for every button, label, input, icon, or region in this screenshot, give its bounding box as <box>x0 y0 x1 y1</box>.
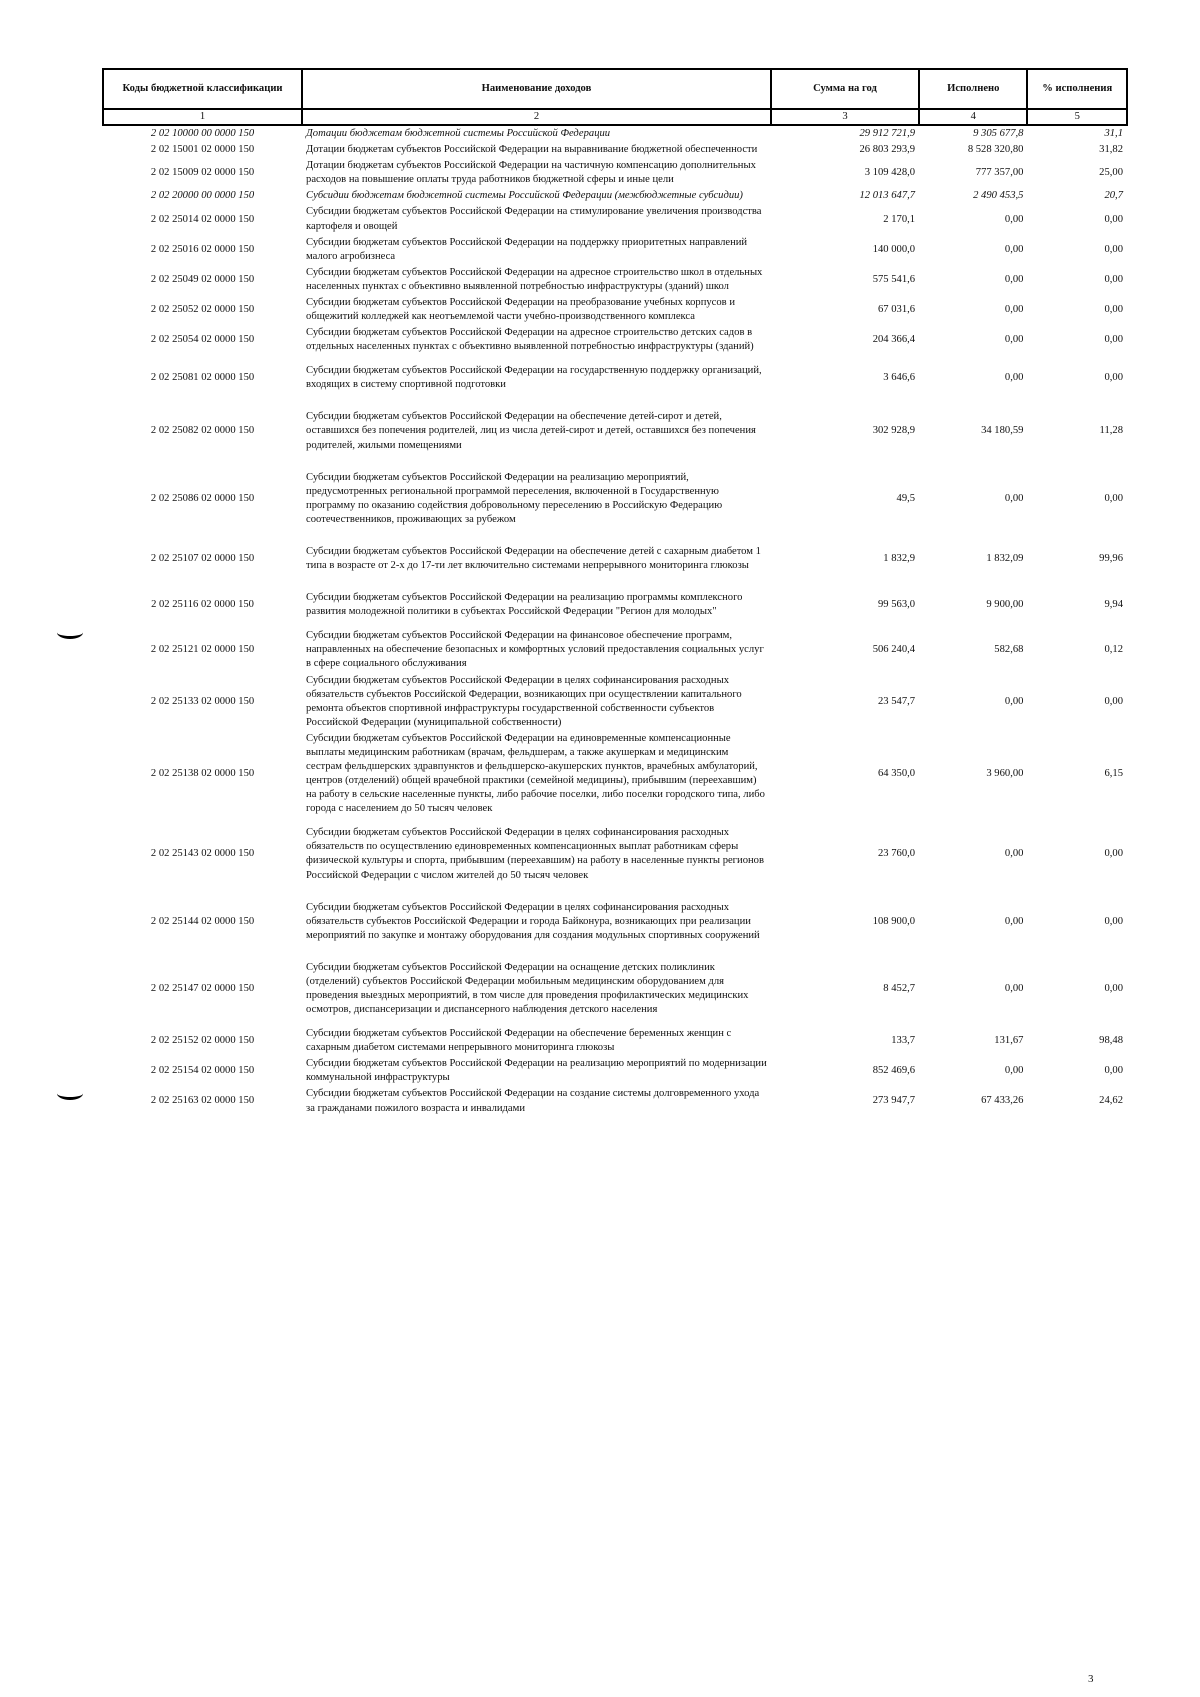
table-row <box>103 731 1127 817</box>
row-code: 2 02 25154 02 0000 150 <box>150 1065 255 1077</box>
row-name: Субсидии бюджетам субъектов Российской Федерации на государственную поддержку организаций, входящих в систему спортивной подготовки <box>306 365 762 391</box>
row-plan: 99 563,0 <box>878 599 916 611</box>
table-row <box>103 582 1127 628</box>
row-percent: 0,00 <box>1104 492 1123 504</box>
row-code: 2 02 25081 02 0000 150 <box>150 372 255 384</box>
row-name: Субсидии бюджетам субъектов Российской Федерации в целях софинансирования расходных обязательств субъектов Российской Федерации и города Байконура, возникающих при реализации мероприятий по закупке и монтажу оборудования для создания модульных спортивных сооружений <box>306 901 760 941</box>
row-code: 2 02 20000 00 0000 150 <box>150 190 255 202</box>
row-name: Субсидии бюджетам субъектов Российской Федерации в целях софинансирования расходных обязательств субъектов Российской Федерации, возникающих при осуществлении капитального ремонта объектов спортивной инфраструктуры государственной собственности субъектов Российской Федерации (муниципальной собственности) <box>306 674 742 728</box>
column-number-4: 4 <box>919 109 1027 125</box>
row-percent: 0,00 <box>1104 213 1123 225</box>
scan-artifact-mark <box>57 1087 83 1100</box>
row-name: Субсидии бюджетам субъектов Российской Федерации на единовременные компенсационные выплаты медицинским работникам (врачам, фельдшерам, а также акушеркам и медицинским сестрам фельдшерских здравпунктов и фельдшерско-акушерских пунктов, врачебных амбулаторий, центров (отделений) общей врачебной практики (семейной медицины), прибывшим (переехавшим) на работу в сельские населенные пункты, либо рабочие поселки, либо поселки городского типа, либо города с населением до 50 тысяч человек <box>306 732 765 815</box>
row-plan: 64 350,0 <box>878 768 916 779</box>
row-percent: 0,12 <box>1104 644 1123 656</box>
table-row <box>103 817 1127 891</box>
row-code: 2 02 25116 02 0000 150 <box>151 599 254 611</box>
row-executed: 0,00 <box>1004 1065 1024 1077</box>
row-plan: 67 031,6 <box>878 303 916 315</box>
row-name: Субсидии бюджетам субъектов Российской Федерации на стимулирование увеличения производства картофеля и овощей <box>306 206 762 232</box>
row-percent: 0,00 <box>1104 695 1123 707</box>
table-row <box>103 536 1127 582</box>
column-number-2: 2 <box>302 109 771 125</box>
row-plan: 108 900,0 <box>872 915 916 927</box>
row-plan: 8 452,7 <box>883 982 916 994</box>
row-code: 2 02 15009 02 0000 150 <box>150 167 255 179</box>
row-code: 2 02 25147 02 0000 150 <box>150 982 255 994</box>
row-name: Субсидии бюджетам субъектов Российской Федерации на адресное строительство школ в отдельных населенных пунктах с объективно выявленной потребностью инфраструктуры (зданий) школ <box>306 266 763 292</box>
row-plan: 23 547,7 <box>878 695 916 707</box>
table-row <box>103 1026 1127 1056</box>
row-percent: 11,28 <box>1099 425 1123 437</box>
row-percent: 0,00 <box>1104 915 1123 927</box>
row-plan: 49,5 <box>896 492 916 504</box>
row-code: 2 02 25121 02 0000 150 <box>150 644 255 656</box>
row-code: 2 02 25086 02 0000 150 <box>150 492 255 504</box>
row-percent: 0,00 <box>1104 243 1123 255</box>
row-plan: 29 912 721,9 <box>859 128 916 140</box>
table-row <box>103 462 1127 536</box>
table-header-row <box>103 69 1127 109</box>
row-name: Субсидии бюджетам субъектов Российской Федерации на оснащение детских поликлиник (отделений) субъектов Российской Федерации мобильным медицинским оборудованием для проведения выездных мероприятий, в том числе для проведения профилактических медицинских осмотров, диспансеризации и диспансерного наблюдения детского населения <box>306 961 749 1016</box>
row-executed: 0,00 <box>1004 213 1024 225</box>
table-row <box>103 1056 1127 1086</box>
page-number: 3 <box>1088 1673 1094 1685</box>
row-name: Субсидии бюджетам субъектов Российской Федерации на обеспечение беременных женщин с сахарным диабетом системами непрерывного мониторинга глюкозы <box>306 1028 732 1054</box>
row-name: Субсидии бюджетам субъектов Российской Федерации на реализацию мероприятий, предусмотренных региональной программой переселения, включенной в Государственную программу по оказанию содействия добровольному переселению в Российскую Федерацию соотечественников, проживающих за рубежом <box>306 471 723 525</box>
row-percent: 0,00 <box>1104 848 1123 860</box>
header-percent: % исполнения <box>1027 69 1127 109</box>
header-name: Наименование доходов <box>302 69 771 109</box>
row-code: 2 02 25138 02 0000 150 <box>150 768 255 779</box>
row-code: 2 02 25163 02 0000 150 <box>150 1095 255 1107</box>
row-percent: 31,82 <box>1099 144 1123 156</box>
row-executed: 9 900,00 <box>986 599 1024 611</box>
row-executed: 2 490 453,5 <box>973 190 1024 202</box>
row-executed: 777 357,00 <box>975 167 1024 179</box>
table-row <box>103 235 1127 265</box>
row-executed: 67 433,26 <box>981 1095 1024 1107</box>
row-code: 2 02 25082 02 0000 150 <box>150 425 255 437</box>
row-code: 2 02 25049 02 0000 150 <box>150 273 255 285</box>
row-executed: 0,00 <box>1004 303 1024 315</box>
row-code: 2 02 25152 02 0000 150 <box>150 1035 255 1047</box>
table-row <box>103 401 1127 461</box>
row-percent: 0,00 <box>1104 1065 1123 1077</box>
row-code: 2 02 25133 02 0000 150 <box>150 695 255 707</box>
row-executed: 582,68 <box>994 644 1024 656</box>
row-executed: 0,00 <box>1004 372 1024 384</box>
row-plan: 506 240,4 <box>872 644 916 656</box>
column-number-3: 3 <box>771 109 919 125</box>
table-row <box>103 892 1127 952</box>
row-plan: 2 170,1 <box>883 213 916 225</box>
row-code: 2 02 25107 02 0000 150 <box>150 552 255 564</box>
row-plan: 133,7 <box>891 1035 916 1047</box>
row-plan: 1 832,9 <box>883 552 916 564</box>
row-code: 2 02 10000 00 0000 150 <box>150 128 255 140</box>
row-plan: 3 109 428,0 <box>864 167 916 179</box>
table-row <box>103 295 1127 325</box>
row-code: 2 02 25054 02 0000 150 <box>150 334 255 346</box>
row-executed: 3 960,00 <box>986 768 1024 779</box>
row-percent: 31,1 <box>1104 128 1123 140</box>
row-name: Субсидии бюджетам субъектов Российской Федерации на создание системы долговременного ухода за гражданами пожилого возраста и инвалидами <box>306 1088 760 1114</box>
row-plan: 273 947,7 <box>872 1095 916 1107</box>
row-percent: 0,00 <box>1104 982 1123 994</box>
row-percent: 24,62 <box>1099 1095 1123 1107</box>
table-row <box>103 628 1127 672</box>
row-name: Субсидии бюджетам субъектов Российской Федерации в целях софинансирования расходных обязательств по осуществлению единовременных компенсационных выплат работникам сферы физической культуры и спорта, прибывшим (переехавшим) на работу в населенные пункты регионов Российской Федерации с числом жителей до 50 тысяч человек <box>306 827 764 881</box>
row-executed: 131,67 <box>994 1035 1024 1047</box>
row-percent: 25,00 <box>1099 167 1123 179</box>
row-percent: 0,00 <box>1104 303 1123 315</box>
row-executed: 8 528 320,80 <box>967 144 1024 156</box>
row-code: 2 02 25014 02 0000 150 <box>150 213 255 225</box>
row-percent: 0,00 <box>1104 273 1123 285</box>
row-executed: 9 305 677,8 <box>973 128 1024 140</box>
row-plan: 302 928,9 <box>872 425 916 437</box>
row-name: Субсидии бюджетам субъектов Российской Федерации на поддержку приоритетных направлений малого агробизнеса <box>306 236 748 262</box>
row-code: 2 02 15001 02 0000 150 <box>150 144 255 156</box>
row-executed: 0,00 <box>1004 334 1024 346</box>
row-name: Субсидии бюджетам субъектов Российской Федерации на реализацию мероприятий по модернизации коммунальной инфраструктуры <box>306 1058 767 1084</box>
row-executed: 0,00 <box>1004 982 1024 994</box>
row-executed: 0,00 <box>1004 915 1024 927</box>
row-name: Дотации бюджетам субъектов Российской Федерации на выравнивание бюджетной обеспеченности <box>306 144 758 156</box>
row-name: Субсидии бюджетам субъектов Российской Федерации на преобразование учебных корпусов и общежитий колледжей как неотъемлемой части учебно-производственного комплекса <box>306 296 735 323</box>
header-executed: Исполнено <box>919 69 1027 109</box>
column-number-1: 1 <box>103 109 302 125</box>
header-codes: Коды бюджетной классификации <box>103 69 302 109</box>
revenue-table <box>102 68 1128 1117</box>
row-percent: 98,48 <box>1099 1035 1123 1047</box>
table-row <box>103 125 1127 142</box>
row-percent: 6,15 <box>1104 768 1123 779</box>
row-percent: 0,00 <box>1104 334 1123 346</box>
row-executed: 34 180,59 <box>981 425 1024 437</box>
row-plan: 26 803 293,9 <box>859 144 916 156</box>
row-plan: 23 760,0 <box>878 848 916 860</box>
table-row <box>103 325 1127 355</box>
table-row <box>103 188 1127 204</box>
table-row <box>103 158 1127 188</box>
row-code: 2 02 25016 02 0000 150 <box>150 243 255 255</box>
row-plan: 204 366,4 <box>872 334 916 346</box>
row-percent: 99,96 <box>1099 552 1123 564</box>
row-plan: 575 541,6 <box>872 273 916 285</box>
column-number-5: 5 <box>1027 109 1127 125</box>
table-column-numbers-row <box>103 109 1127 125</box>
table-row <box>103 265 1127 295</box>
table-row <box>103 355 1127 401</box>
row-percent: 20,7 <box>1104 190 1123 202</box>
row-executed: 1 832,09 <box>986 552 1024 564</box>
row-name: Субсидии бюджетам бюджетной системы Российской Федерации (межбюджетные субсидии) <box>306 190 743 202</box>
row-executed: 0,00 <box>1004 273 1024 285</box>
table-row <box>103 952 1127 1026</box>
row-code: 2 02 25144 02 0000 150 <box>150 915 255 927</box>
scan-artifact-mark <box>57 626 83 639</box>
row-code: 2 02 25052 02 0000 150 <box>150 303 255 315</box>
table-row <box>103 673 1127 731</box>
header-annual-sum: Сумма на год <box>771 69 919 109</box>
row-percent: 0,00 <box>1104 372 1123 384</box>
row-name: Субсидии бюджетам субъектов Российской Федерации на финансовое обеспечение программ, направленных на обеспечение безопасных и комфортных условий предоставления социальных услуг в сфере социального обслуживания <box>306 630 764 670</box>
row-executed: 0,00 <box>1004 492 1024 504</box>
row-plan: 852 469,6 <box>872 1065 916 1077</box>
row-name: Субсидии бюджетам субъектов Российской Федерации на обеспечение детей-сирот и детей, оставшихся без попечения родителей, лиц из числа детей-сирот и детей, оставшихся без попечения родителей, жилыми помещениями <box>306 411 756 451</box>
row-percent: 9,94 <box>1104 599 1123 611</box>
row-plan: 12 013 647,7 <box>859 190 916 202</box>
row-name: Субсидии бюджетам субъектов Российской Федерации на реализацию программы комплексного развития молодежной политики в субъектах Российской Федерации "Регион для молодых" <box>306 592 743 618</box>
row-name: Дотации бюджетам субъектов Российской Федерации на частичную компенсацию дополнительных расходов на повышение оплаты труда работников бюджетной сферы и иные цели <box>306 160 756 186</box>
table-row <box>103 1086 1127 1116</box>
row-executed: 0,00 <box>1004 243 1024 255</box>
row-name: Дотации бюджетам бюджетной системы Российской Федерации <box>306 128 611 140</box>
table-row <box>103 204 1127 234</box>
table-row <box>103 142 1127 158</box>
row-name: Субсидии бюджетам субъектов Российской Федерации на адресное строительство детских садов в отдельных населенных пунктах с объективно выявленной потребностью инфраструктуры (зданий) <box>306 327 754 353</box>
row-executed: 0,00 <box>1004 695 1024 707</box>
row-name: Субсидии бюджетам субъектов Российской Федерации на обеспечение детей с сахарным диабетом 1 типа в возрасте от 2-х до 17-ти лет включительно системами непрерывного мониторинга глюкозы <box>306 545 761 572</box>
row-plan: 3 646,6 <box>883 372 916 384</box>
row-code: 2 02 25143 02 0000 150 <box>150 848 255 860</box>
row-plan: 140 000,0 <box>872 243 916 255</box>
row-executed: 0,00 <box>1004 848 1024 860</box>
